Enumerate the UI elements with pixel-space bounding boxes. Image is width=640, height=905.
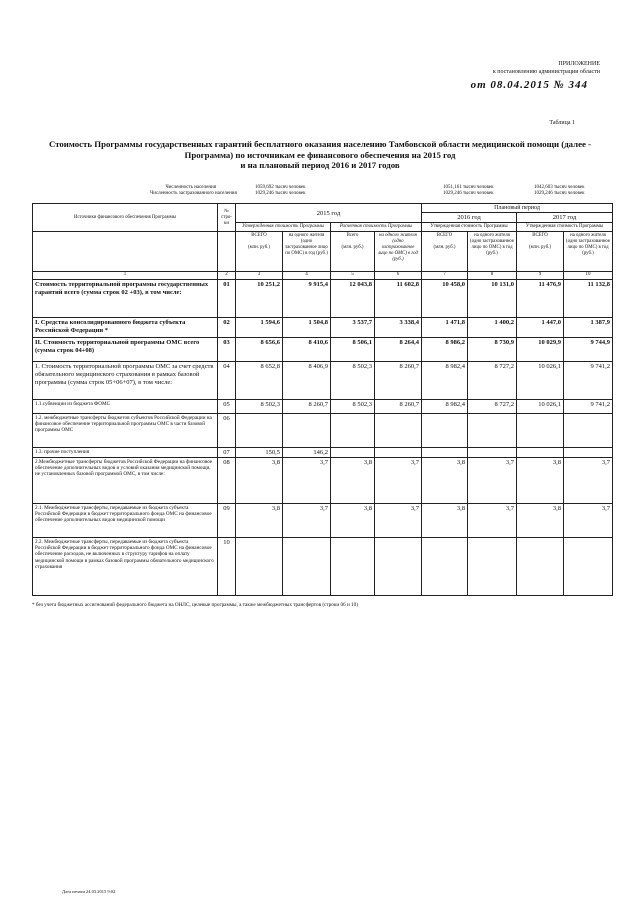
population-2015 bbox=[255, 185, 306, 197]
population-label: Численность населения bbox=[165, 185, 216, 190]
row-name: II. Стоимость территориальной программы ОМС всего (сумма строк 04+08) bbox=[33, 338, 218, 362]
cell-value: 8 982,4 bbox=[422, 400, 468, 414]
cell-value: 8 410,6 bbox=[283, 338, 331, 362]
table-row bbox=[33, 400, 613, 414]
cell-value: 10 026,1 bbox=[517, 362, 564, 400]
cell-value: 3,7 bbox=[375, 458, 422, 504]
cell-value bbox=[564, 414, 613, 448]
table-row bbox=[33, 504, 613, 538]
total-label-2016: ВСЕГО bbox=[436, 233, 453, 238]
population-2017-insured: 1029,246 тысяч человек bbox=[534, 191, 585, 196]
title-line-3: и на плановый период 2016 и 2017 годов bbox=[240, 160, 400, 170]
table-row bbox=[33, 338, 613, 362]
col-index: 5 bbox=[331, 272, 375, 280]
row-name: Стоимость территориальной программы государственных гарантий всего (сумма строк 02 +03), в том числе: bbox=[33, 280, 218, 318]
cell-value: 11 602,8 bbox=[375, 280, 422, 318]
cell-value: 8 260,7 bbox=[375, 400, 422, 414]
cell-value: 8 982,4 bbox=[422, 362, 468, 400]
cell-value: 1 400,2 bbox=[468, 318, 517, 338]
cell-value: 8 727,2 bbox=[468, 362, 517, 400]
cell-value bbox=[331, 448, 375, 458]
row-number: 06 bbox=[218, 414, 236, 448]
header-estimated-2015: Расчетная стоимость Программы bbox=[331, 223, 422, 232]
cell-value: 1 447,0 bbox=[517, 318, 564, 338]
header-total-2015 bbox=[236, 232, 283, 272]
cell-value bbox=[331, 414, 375, 448]
cell-value: 8 502,3 bbox=[236, 400, 283, 414]
cell-value: 1 504,8 bbox=[283, 318, 331, 338]
cell-value: 1 387,9 bbox=[564, 318, 613, 338]
cell-value: 1 594,6 bbox=[236, 318, 283, 338]
header-per-person-2015: на одного жителя (одно застрахованное лицо по ОМС) в год (руб.) bbox=[283, 232, 331, 272]
title-line-2: Программа) по источникам ее финансового обеспечения на 2015 год bbox=[184, 149, 456, 160]
cell-value: 8 986,2 bbox=[422, 338, 468, 362]
cell-value: 3,7 bbox=[375, 504, 422, 538]
cell-value: 3,7 bbox=[564, 504, 613, 538]
row-number: 02 bbox=[218, 318, 236, 338]
header-2016: 2016 год bbox=[422, 213, 517, 223]
cell-value: 3 537,7 bbox=[331, 318, 375, 338]
row-number: 08 bbox=[218, 458, 236, 504]
document-title bbox=[30, 139, 610, 171]
header-blank-no bbox=[218, 232, 236, 272]
population-2015-total: 1059,692 тысяч человек bbox=[255, 185, 306, 190]
cell-value bbox=[468, 448, 517, 458]
cell-value: 11 132,8 bbox=[564, 280, 613, 318]
col-index: 7 bbox=[422, 272, 468, 280]
cell-value: 3,7 bbox=[283, 504, 331, 538]
header-2015: 2015 год bbox=[236, 204, 422, 223]
print-date: Дата печати 24.03.2015 9:02 bbox=[62, 889, 116, 894]
header-per-person-2016: на одного жителя (одно застрахованное лицо по ОМС) в год (руб.) bbox=[468, 232, 517, 272]
row-name: 1.2. межбюджетные трансферты бюджетов субъектов Российской Федерации на финансовое обеспечение территориальной программы ОМС в части базовой программы ОМС bbox=[33, 414, 218, 448]
cell-value: 3,7 bbox=[468, 458, 517, 504]
cell-value: 3,7 bbox=[283, 458, 331, 504]
cell-value bbox=[422, 414, 468, 448]
insured-population-label: Численность застрахованного населения bbox=[150, 191, 237, 196]
total-units-2016: (млн. руб.) bbox=[433, 245, 456, 250]
population-2015-insured: 1029,246 тысяч человек bbox=[255, 191, 306, 196]
cell-value: 8 264,4 bbox=[375, 338, 422, 362]
cell-value: 10 458,0 bbox=[422, 280, 468, 318]
header-2017: 2017 год bbox=[517, 213, 613, 223]
col-index: 1 bbox=[33, 272, 218, 280]
col-index: 10 bbox=[564, 272, 613, 280]
cell-value bbox=[468, 414, 517, 448]
total-label-2017: ВСЕГО bbox=[532, 233, 548, 238]
table-label: Таблица 1 bbox=[549, 120, 575, 126]
footnote: * без учета бюджетных ассигнований федерального бюджета на ОНЛС, целевые программы, а также межбюджетных трансфертов (строки 06 и 10) bbox=[32, 602, 358, 608]
cell-value: 3,8 bbox=[236, 504, 283, 538]
header-total-2016 bbox=[422, 232, 468, 272]
cell-value: 3,8 bbox=[517, 458, 564, 504]
header-plan-period: Плановый период bbox=[422, 204, 613, 213]
cell-value: 3,7 bbox=[564, 458, 613, 504]
cell-value: 10 251,2 bbox=[236, 280, 283, 318]
cell-value: 8 502,3 bbox=[331, 362, 375, 400]
cell-value: 3,8 bbox=[331, 458, 375, 504]
cell-value bbox=[517, 448, 564, 458]
cell-value: 8 652,8 bbox=[236, 362, 283, 400]
header-per-person-est: на одного жителя (одно застрахованное лицо по ОМС) в год (руб.) bbox=[375, 232, 422, 272]
cell-value bbox=[564, 448, 613, 458]
population-2016-total: 1051,161 тысяч человек bbox=[443, 185, 494, 190]
resolution-label: к постановлению администрации области bbox=[492, 69, 600, 75]
cell-value: 8 260,7 bbox=[283, 400, 331, 414]
cell-value: 3,7 bbox=[468, 504, 517, 538]
header-total-2017 bbox=[517, 232, 564, 272]
header-per-person-2017: на одного жителя (одно застрахованное лицо по ОМС) в год (руб.) bbox=[564, 232, 613, 272]
cell-value bbox=[283, 538, 331, 596]
cell-value: 1 471,8 bbox=[422, 318, 468, 338]
row-name: 2.2. Межбюджетные трансферты, передаваемые из бюджета субъекта Российской Федерации в бюджет территориального фонда ОМС на финансовое обеспечение расходов, не включенных в структуру тарифов на оплату медицинской помощи в рамках базовой программы обязательного медицинского страхования bbox=[33, 538, 218, 596]
row-number: 03 bbox=[218, 338, 236, 362]
row-number: 09 bbox=[218, 504, 236, 538]
population-2016-insured: 1029,246 тысяч человек bbox=[443, 191, 494, 196]
cell-value: 8 502,3 bbox=[331, 400, 375, 414]
table-row bbox=[33, 538, 613, 596]
row-name: 1.1.субвенции из бюджета ФОМС bbox=[33, 400, 218, 414]
cell-value: 9 915,4 bbox=[283, 280, 331, 318]
cell-value: 9 741,2 bbox=[564, 400, 613, 414]
date-number-handwritten: от 08.04.2015 № 344 bbox=[470, 79, 588, 91]
cell-value bbox=[468, 538, 517, 596]
col-index: 4 bbox=[283, 272, 331, 280]
population-labels bbox=[150, 185, 237, 197]
col-index: 8 bbox=[468, 272, 517, 280]
row-number: 05 bbox=[218, 400, 236, 414]
row-number: 07 bbox=[218, 448, 236, 458]
cell-value: 3,8 bbox=[422, 458, 468, 504]
title-line-1: Стоимость Программы государственных гарантий бесплатного оказания населению Тамбовской области медицинской помощи (далее - bbox=[48, 139, 592, 149]
cell-value bbox=[236, 538, 283, 596]
cell-value: 146,2 bbox=[283, 448, 331, 458]
table-row bbox=[33, 458, 613, 504]
cell-value bbox=[283, 414, 331, 448]
population-2017-total: 1042,603 тысяч человек bbox=[534, 185, 585, 190]
row-number: 04 bbox=[218, 362, 236, 400]
cell-value bbox=[517, 538, 564, 596]
cell-value: 3 338,4 bbox=[375, 318, 422, 338]
table-row bbox=[33, 448, 613, 458]
cost-table bbox=[32, 203, 613, 596]
total-units-2017: (млн. руб.) bbox=[529, 245, 551, 250]
cell-value: 8 730,9 bbox=[468, 338, 517, 362]
cell-value bbox=[236, 414, 283, 448]
table-row bbox=[33, 414, 613, 448]
total-units: (млн. руб.) bbox=[248, 245, 270, 250]
col-index: 2 bbox=[218, 272, 236, 280]
row-name: I. Средства консолидированного бюджета субъекта Российской Федерации * bbox=[33, 318, 218, 338]
table-row bbox=[33, 280, 613, 318]
row-name: 1.3. прочие поступления bbox=[33, 448, 218, 458]
cell-value: 11 476,9 bbox=[517, 280, 564, 318]
col-index: 9 bbox=[517, 272, 564, 280]
cell-value: 8 506,1 bbox=[331, 338, 375, 362]
cell-value: 8 406,9 bbox=[283, 362, 331, 400]
cell-value bbox=[375, 414, 422, 448]
cell-value bbox=[422, 538, 468, 596]
appendix-header bbox=[493, 60, 600, 76]
cell-value: 10 029,9 bbox=[517, 338, 564, 362]
population-2016 bbox=[443, 185, 494, 197]
column-index-row bbox=[33, 272, 613, 280]
cell-value: 3,8 bbox=[331, 504, 375, 538]
cell-value: 9 744,9 bbox=[564, 338, 613, 362]
cell-value bbox=[375, 538, 422, 596]
row-name: 1. Стоимость территориальной программы ОМС за счет средств обязательного медицинского страхования в рамках базовой программы (сумма строк 05+06+07), в том числе: bbox=[33, 362, 218, 400]
population-2017 bbox=[534, 185, 585, 197]
cell-value: 150,5 bbox=[236, 448, 283, 458]
header-vsego-2015 bbox=[331, 232, 375, 272]
table-row bbox=[33, 362, 613, 400]
header-approved-2015: Утвержденная стоимость Программы bbox=[236, 223, 331, 232]
cell-value: 12 043,8 bbox=[331, 280, 375, 318]
row-number: 01 bbox=[218, 280, 236, 318]
cell-value: 9 741,2 bbox=[564, 362, 613, 400]
cell-value: 8 656,6 bbox=[236, 338, 283, 362]
table-row bbox=[33, 318, 613, 338]
appendix-label: ПРИЛОЖЕНИЕ bbox=[558, 61, 600, 67]
row-name: 2.1. Межбюджетные трансферты, передаваемые из бюджета субъекта Российской Федерации в бюджет территориального фонда ОМС на финансовое обеспечение дополнительных видов медицинской помощи bbox=[33, 504, 218, 538]
vsego-units: (млн. руб.) bbox=[341, 245, 364, 250]
col-index: 3 bbox=[236, 272, 283, 280]
cell-value bbox=[331, 538, 375, 596]
cell-value: 3,8 bbox=[517, 504, 564, 538]
row-name: 2.Межбюджетные трансферты бюджетов Российской Федерации на финансовое обеспечение дополнительных видов и условий оказания медицинской помощи, не установленных базовой программой ОМС, в том числе: bbox=[33, 458, 218, 504]
header-approved-2016: Утвержденная стоимость Программы bbox=[422, 223, 517, 232]
cell-value: 3,8 bbox=[236, 458, 283, 504]
header-row-no: № стро- ки bbox=[218, 204, 236, 232]
cell-value: 10 026,1 bbox=[517, 400, 564, 414]
cell-value: 8 727,2 bbox=[468, 400, 517, 414]
cell-value bbox=[375, 448, 422, 458]
row-number: 10 bbox=[218, 538, 236, 596]
cell-value bbox=[564, 538, 613, 596]
cell-value: 8 260,7 bbox=[375, 362, 422, 400]
cell-value: 10 131,0 bbox=[468, 280, 517, 318]
vsego-label: Всего bbox=[346, 233, 359, 238]
total-label: ВСЕГО bbox=[251, 233, 267, 238]
header-approved-2017: Утвержденная стоимость Программы bbox=[517, 223, 613, 232]
col-index: 6 bbox=[375, 272, 422, 280]
header-blank bbox=[33, 232, 218, 272]
header-source: Источники финансового обеспечения Программы bbox=[33, 204, 218, 232]
cell-value bbox=[517, 414, 564, 448]
cell-value: 3,8 bbox=[422, 504, 468, 538]
cell-value bbox=[422, 448, 468, 458]
